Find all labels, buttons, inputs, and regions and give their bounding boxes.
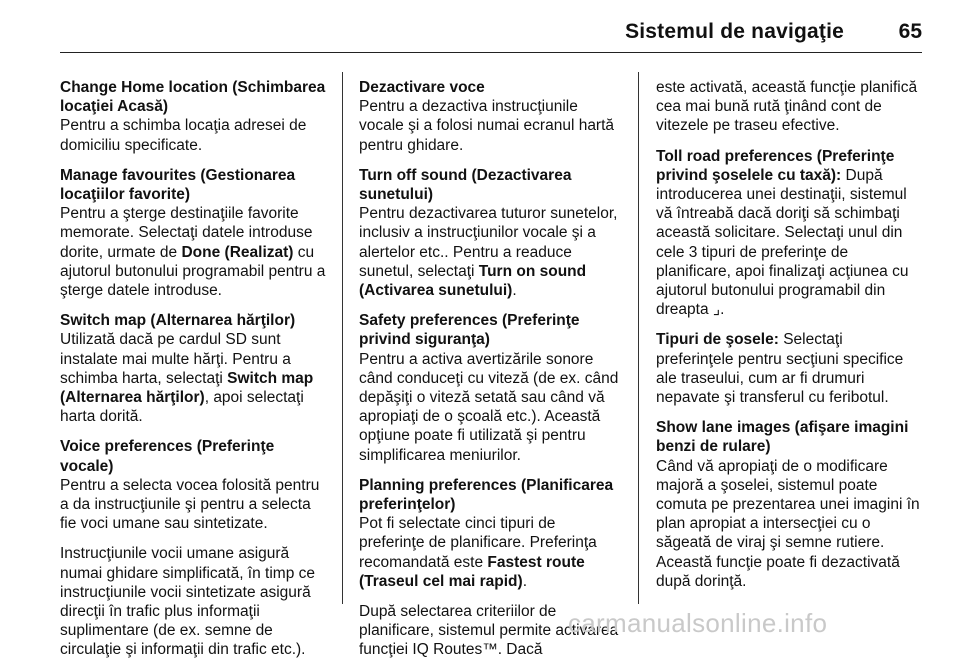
entry-heading: Turn off sound (Dezactivarea sunetului) bbox=[359, 166, 572, 204]
entry-bold-term: Done (Realizat) bbox=[181, 243, 294, 261]
entry-road-types bbox=[656, 330, 922, 407]
entry-heading: Planning preferences (Planificarea preferinţelor) bbox=[359, 476, 614, 514]
entry-body: . bbox=[512, 282, 517, 300]
column-3 bbox=[656, 78, 922, 602]
entry-bold-term: Fastest route (Traseul cel mai rapid) bbox=[359, 553, 585, 590]
entry-bold-term: Turn on sound (Activarea sunetului) bbox=[359, 262, 587, 300]
entry-body: Pentru a schimba locaţia adresei de domiciliu specificate. bbox=[60, 117, 307, 154]
watermark: carmanualsonline.info bbox=[568, 608, 828, 638]
entry-planning-preferences bbox=[359, 476, 625, 591]
entry-heading: Show lane images (afişare imagini benzi de rulare) bbox=[656, 419, 909, 456]
page-number: 65 bbox=[898, 20, 922, 43]
entry-body: După introducerea unei destinaţii, sistemul vă întreabă dacă doriţi să schimbaţi această solicitare. Selectaţi unul din cele 3 tipuri de preferinţe de planificare, apoi finalizaţi acţiunea cu ajutorul butonului programabil din dreapta ⌟. bbox=[656, 166, 909, 319]
entry-show-lane-images bbox=[656, 418, 922, 591]
entry-body: Utilizată dacă pe cardul SD sunt instalate mai multe hărţi. Pentru a schimba harta, selectaţi bbox=[60, 331, 291, 387]
paragraph-iq-routes: După selectarea criteriilor de planificare, sistemul permite activarea funcţiei IQ Routes™. Dacă bbox=[359, 603, 619, 659]
entry-manage-favourites bbox=[60, 166, 326, 300]
entry-switch-map bbox=[60, 311, 326, 426]
entry-bold-term: Switch map (Alternarea hărţilor) bbox=[60, 369, 314, 407]
column-divider-2 bbox=[638, 72, 639, 604]
entry-dezactivare-voce bbox=[359, 78, 625, 155]
entry-heading: Change Home location (Schimbarea locaţiei Acasă) bbox=[60, 79, 326, 116]
page-header bbox=[60, 12, 922, 52]
entry-body: Selectaţi preferinţele pentru secţiuni specifice ale traseului, cum ar fi drumuri nepavate şi transferul cu feribotul. bbox=[656, 331, 904, 407]
entry-heading: Safety preferences (Preferinţe privind siguranţa) bbox=[359, 312, 580, 349]
column-2 bbox=[359, 78, 625, 671]
entry-body: Pentru a activa avertizările sonore când conduceţi cu viteză (de ex. când depăşiţi o viteză setată sau când vă apropiaţi de o şcoală etc.). Această opţiune poate fi utilizată şi pentru simplificarea meniurilor. bbox=[359, 350, 619, 464]
entry-body: Pentru dezactivarea tuturor sunetelor, inclusiv a instrucţiunilor vocale şi a alertelor etc.. Pentru a readuce sunetul, selectaţi bbox=[359, 205, 618, 280]
entry-bold-term: Tipuri de şosele: bbox=[656, 331, 779, 349]
entry-heading: Switch map (Alternarea hărţilor) bbox=[60, 312, 296, 330]
entry-change-home bbox=[60, 78, 326, 155]
column-divider-1 bbox=[342, 72, 343, 604]
header-rule bbox=[60, 52, 922, 53]
entry-bold-term: Toll road preferences (Preferinţe privind şoselele cu taxă): bbox=[656, 147, 895, 184]
entry-body: cu ajutorul butonului programabil pentru a şterge datele introduse. bbox=[60, 243, 326, 300]
entry-heading: Dezactivare voce bbox=[359, 79, 485, 96]
entry-safety-preferences bbox=[359, 311, 625, 465]
entry-heading: Voice preferences (Preferinţe vocale) bbox=[60, 438, 275, 475]
entry-voice-preferences bbox=[60, 437, 326, 533]
paragraph-voice-details: Instrucţiunile vocii umane asigură numai ghidare simplificată, în timp ce instrucţiunile vocii sintetizate asigură direcţii în trafic plus informaţii suplimentare (de ex. semne de circulaţie şi informaţii din trafic etc.). bbox=[60, 545, 316, 659]
entry-body: Pot fi selectate cinci tipuri de preferinţe de planificare. Preferinţa recomandată este bbox=[359, 515, 597, 571]
column-1 bbox=[60, 78, 326, 671]
page-title: Sistemul de navigaţie bbox=[625, 20, 844, 43]
entry-turn-off-sound bbox=[359, 166, 625, 300]
entry-body: . bbox=[522, 572, 527, 590]
entry-body: , apoi selectaţi harta dorită. bbox=[60, 389, 304, 426]
entry-body: Pentru a selecta vocea folosită pentru a da instrucţiunile şi pentru a selecta fie voci umane sau sintetizate. bbox=[60, 476, 320, 533]
entry-toll-road bbox=[656, 147, 922, 320]
paragraph-continuation: este activată, această funcţie planifică cea mai bună rută ţinând cont de vitezele pe traseu efective. bbox=[656, 79, 918, 135]
entry-heading: Manage favourites (Gestionarea locaţiilor favorite) bbox=[60, 166, 296, 204]
entry-body: Pentru a şterge destinaţiile favorite memorate. Selectaţi datele introduse dorite, urmate de bbox=[60, 205, 313, 261]
entry-body: Pentru a dezactiva instrucţiunile vocale şi a folosi numai ecranul hartă pentru ghidare. bbox=[359, 98, 615, 154]
entry-body: Când vă apropiaţi de o modificare majoră a şoselei, sistemul poate comuta pe prezentarea unei imagini în plan apropiat a intersecţiei cu o săgeată de viraj şi semne rutiere. Această funcţie poate fi dezactivată după dorinţă. bbox=[656, 457, 920, 590]
